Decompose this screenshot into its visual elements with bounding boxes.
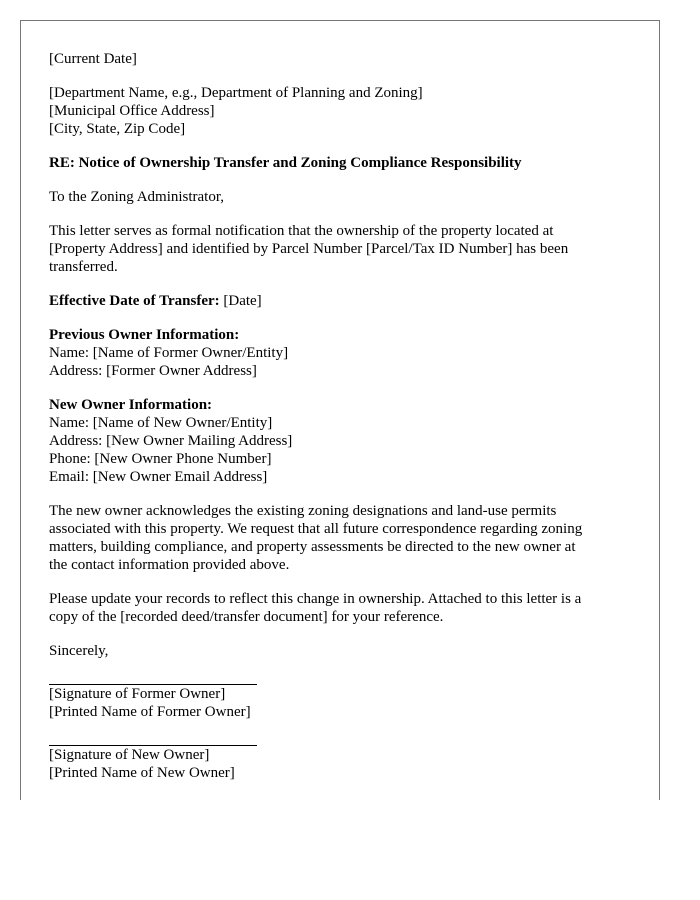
acknowledgment-line: associated with this property. We request that all future correspondence regarding zoning	[49, 521, 583, 537]
new-owner-printed-name: [Printed Name of New Owner]	[49, 765, 235, 781]
request-line: copy of the [recorded deed/transfer document] for your reference.	[49, 609, 444, 625]
new-owner-signature-block	[49, 745, 639, 782]
recipient-office-address: [Municipal Office Address]	[49, 103, 215, 119]
former-owner-signature: [Signature of Former Owner]	[49, 686, 226, 702]
new-owner-email: Email: [New Owner Email Address]	[49, 469, 268, 485]
effective-date-label: Effective Date of Transfer:	[49, 293, 220, 309]
new-owner-block	[49, 396, 639, 486]
effective-date-block	[49, 292, 639, 310]
intro-paragraph	[49, 222, 639, 276]
intro-line: transferred.	[49, 259, 118, 275]
recipient-department: [Department Name, e.g., Department of Planning and Zoning]	[49, 85, 423, 101]
previous-owner-block	[49, 326, 639, 380]
previous-owner-heading: Previous Owner Information:	[49, 327, 240, 343]
salutation: To the Zoning Administrator,	[49, 189, 224, 205]
previous-owner-address: Address: [Former Owner Address]	[49, 363, 257, 379]
closing: Sincerely,	[49, 643, 109, 659]
new-owner-address: Address: [New Owner Mailing Address]	[49, 433, 293, 449]
new-owner-name: Name: [Name of New Owner/Entity]	[49, 415, 273, 431]
previous-owner-name: Name: [Name of Former Owner/Entity]	[49, 345, 289, 361]
letter-date: [Current Date]	[49, 51, 137, 67]
request-paragraph	[49, 590, 639, 626]
effective-date-value: [Date]	[219, 293, 262, 309]
subject-line: RE: Notice of Ownership Transfer and Zoning Compliance Responsibility	[49, 155, 522, 171]
request-line: Please update your records to reflect this change in ownership. Attached to this letter is a	[49, 591, 582, 607]
letter-body	[49, 50, 639, 782]
new-owner-signature: [Signature of New Owner]	[49, 747, 210, 763]
effective-date-line	[49, 292, 639, 310]
intro-line: [Property Address] and identified by Parcel Number [Parcel/Tax ID Number] has been	[49, 241, 569, 257]
subject-block	[49, 154, 639, 172]
acknowledgment-line: The new owner acknowledges the existing zoning designations and land-use permits	[49, 503, 557, 519]
recipient-address	[49, 84, 639, 138]
letter-page	[20, 20, 660, 800]
new-owner-heading: New Owner Information:	[49, 397, 213, 413]
intro-line: This letter serves as formal notification that the ownership of the property located at	[49, 223, 554, 239]
date-block	[49, 50, 639, 68]
former-owner-printed-name: [Printed Name of Former Owner]	[49, 704, 251, 720]
acknowledgment-line: matters, building compliance, and property assessments be directed to the new owner at	[49, 539, 576, 555]
acknowledgment-paragraph	[49, 502, 639, 574]
acknowledgment-line: the contact information provided above.	[49, 557, 290, 573]
new-owner-phone: Phone: [New Owner Phone Number]	[49, 451, 272, 467]
former-owner-signature-block	[49, 684, 639, 721]
recipient-city-state-zip: [City, State, Zip Code]	[49, 121, 186, 137]
salutation-block	[49, 188, 639, 206]
closing-block	[49, 642, 639, 660]
